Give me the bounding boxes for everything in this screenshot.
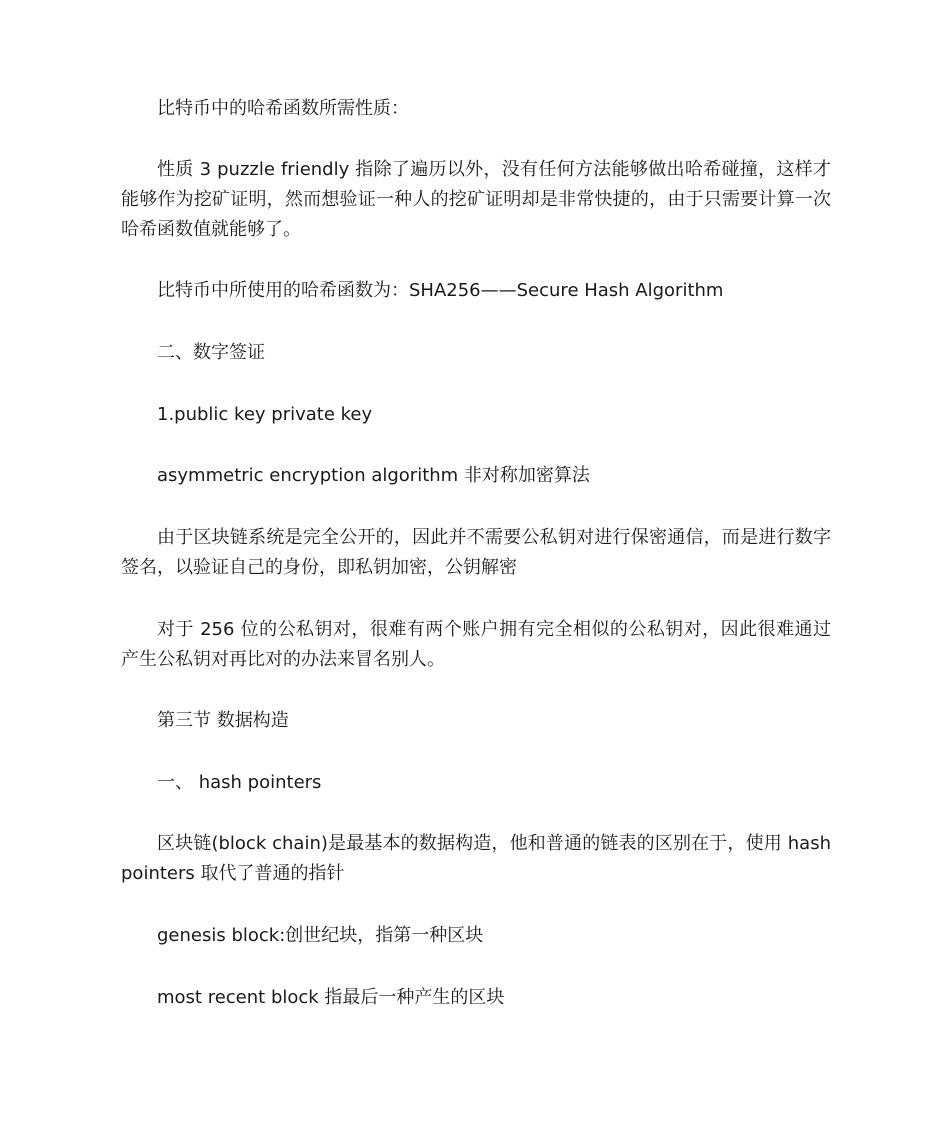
- paragraph-256bit-keys: 对于 256 位的公私钥对，很难有两个账户拥有完全相似的公私钥对，因此很难通过产生公私钥对再比对的办法来冒名别人。: [121, 619, 831, 670]
- paragraph-hash-properties-heading: 比特币中的哈希函数所需性质：: [157, 98, 409, 119]
- section-heading-data-structures: 第三节 数据构造: [157, 710, 289, 731]
- paragraph-block-chain: 区块链(block chain)是最基本的数据构造，他和普通的链表的区别在于，使用 hash pointers 取代了普通的指针: [121, 833, 831, 884]
- paragraph-asymmetric-encryption: asymmetric encryption algorithm 非对称加密算法: [157, 465, 590, 486]
- paragraph-blockchain-public: 由于区块链系统是完全公开的，因此并不需要公私钥对进行保密通信，而是进行数字签名，以验证自己的身份，即私钥加密，公钥解密: [121, 527, 831, 578]
- paragraph-puzzle-friendly: 性质 3 puzzle friendly 指除了遍历以外，没有任何方法能够做出哈希碰撞，这样才能够作为挖矿证明，然而想验证一种人的挖矿证明却是非常快捷的，由于只需要计算一次哈希函数值就能够了。: [121, 159, 831, 240]
- subheading-hash-pointers: 一、 hash pointers: [157, 772, 322, 793]
- paragraph-most-recent-block: most recent block 指最后一种产生的区块: [157, 987, 505, 1008]
- paragraph-public-private-key: 1.public key private key: [157, 404, 373, 425]
- paragraph-sha256: 比特币中所使用的哈希函数为：SHA256——Secure Hash Algorithm: [157, 280, 724, 301]
- paragraph-genesis-block: genesis block:创世纪块，指第一种区块: [157, 925, 484, 946]
- section-heading-digital-signature: 二、数字签证: [157, 342, 265, 363]
